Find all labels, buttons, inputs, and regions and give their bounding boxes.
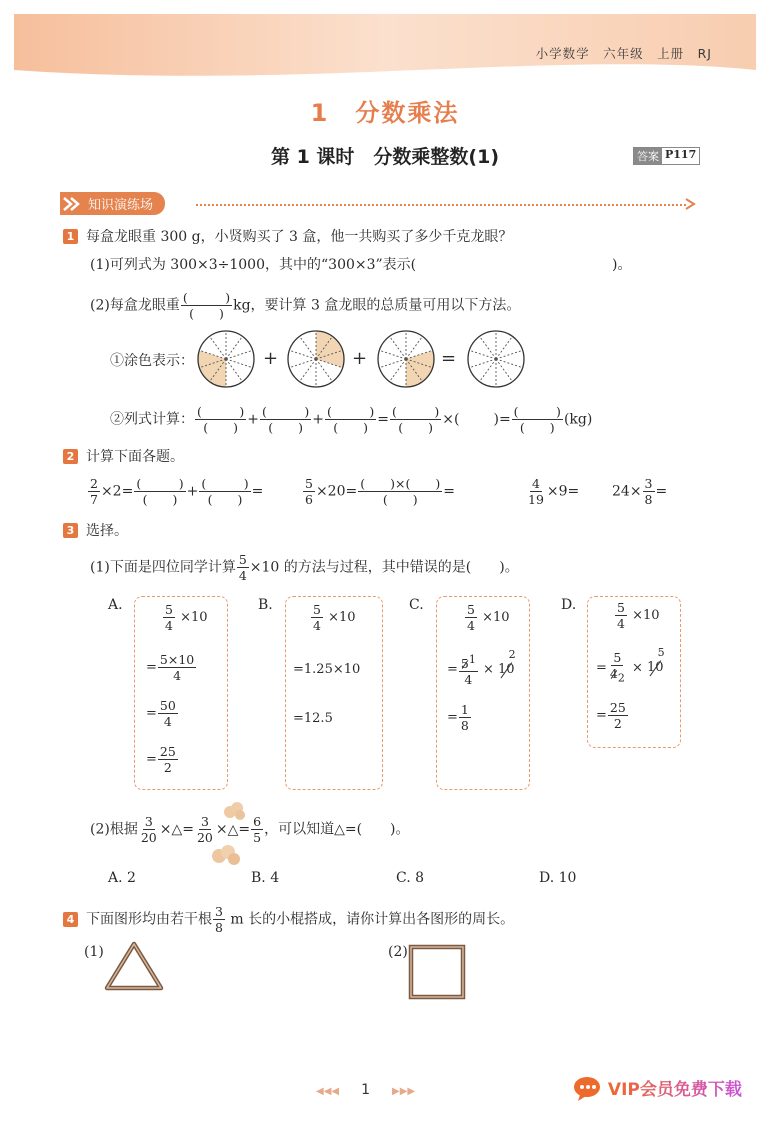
vip-watermark[interactable] <box>572 1075 742 1101</box>
circle-division-line <box>469 350 496 359</box>
triangle-sticks-figure <box>102 940 166 992</box>
q2-blank-1[interactable]: $\frac{( )}{( )}$ <box>136 476 184 507</box>
fraction-circle[interactable] <box>198 331 254 387</box>
circle-division-line <box>390 359 406 382</box>
circle-division-line <box>496 350 523 359</box>
circle-division-line <box>496 359 512 382</box>
q2-expr-3: $\frac{4}{19}$ ×9= <box>528 476 580 507</box>
circle-division-line <box>379 350 406 359</box>
answer-page-number: P117 <box>665 148 697 161</box>
q1-part2: (2)每盒龙眼重 $\frac{( )}{( )}$ kg，要计算 3 盒龙眼的总质量可用以下方法。 <box>90 290 521 321</box>
q1-part2-fraction-blank[interactable]: $\frac{( )}{( )}$ <box>182 290 231 321</box>
prev-arrows-icon: ◀◀◀ <box>316 1086 340 1097</box>
plus-sign-2: + <box>352 348 368 369</box>
q2-blank-2[interactable]: $\frac{( )}{( )}$ <box>201 476 249 507</box>
fraction-circle[interactable] <box>378 331 434 387</box>
option-c-step-1: $\frac{5}{4}$ ×10 <box>467 602 510 633</box>
section-divider <box>196 204 686 206</box>
option-a-step-4: = $\frac{25}{2}$ <box>146 744 176 775</box>
option-b-step-1: $\frac{5}{4}$ ×10 <box>313 602 356 633</box>
q1-shade-label: ①涂色表示： <box>110 353 194 369</box>
q2-expr-4: 24× $\frac{3}{8}$ = <box>612 476 668 507</box>
arrows-icon <box>62 195 84 213</box>
option-c-step-2: = $\frac{5^1}{4}$ × $10^2$ <box>447 647 516 688</box>
next-arrows-icon: ▶▶▶ <box>392 1086 416 1097</box>
circle-division-line <box>480 359 496 382</box>
option-a-label[interactable]: A. <box>108 597 123 613</box>
circle-division-line <box>496 336 512 359</box>
shaded-sector <box>406 350 434 387</box>
q1-calc-row: ②列式计算： $\frac{( )}{( )}$ + $\frac{( )}{( )}$ + $\frac{( )}{( )}$ = $\frac{( )}{( )}$ ×( )= $\frac{( )}{( )}$ (kg) <box>110 404 593 435</box>
chat-bubble-icon <box>572 1075 602 1101</box>
q3-choice-a[interactable]: A. 2 <box>108 870 136 886</box>
q3-number: 3 <box>63 523 78 538</box>
circle-division-line <box>226 359 253 368</box>
page-footer <box>316 1082 415 1098</box>
option-a-step-3: = $\frac{50}{4}$ <box>146 698 176 729</box>
circle-division-line <box>226 350 253 359</box>
figure-1-label: (1) <box>84 944 104 960</box>
circle-division-line <box>300 359 316 382</box>
q3-choice-c[interactable]: C. 8 <box>396 870 425 886</box>
ink-smudge-icon <box>210 842 244 868</box>
option-c-label[interactable]: C. <box>409 597 424 613</box>
square-sticks-figure <box>406 942 468 1002</box>
q3-part2: (2)根据 $\frac{3}{20}$ ×△= $\frac{3}{20}$ ×△ = $\frac{6}{5}$ ，可以知道△=( )。 <box>90 814 410 845</box>
q1-text: 1 每盒龙眼重 300 g，小贤购买了 3 盒，他一共购买了多少千克龙眼？ <box>63 226 512 246</box>
circle-division-line <box>300 336 316 359</box>
page-number: 1 <box>361 1082 370 1098</box>
circle-division-line <box>226 359 242 382</box>
lesson-title: 第 1 课时 分数乘整数(1) <box>270 146 500 168</box>
option-d-step-3: = $\frac{25}{2}$ <box>596 700 626 731</box>
q3-choice-d[interactable]: D. 10 <box>539 870 577 886</box>
q4-text: 4 下面图形均由若干根 $\frac{3}{8}$ m 长的小棍搭成，请你计算出各图形的周长。 <box>63 904 514 935</box>
option-d-step-2: = $\frac{5}{4_2}$ × $10^5$ <box>596 645 665 685</box>
fraction-circle[interactable] <box>288 331 344 387</box>
chapter-title: 1 分数乘法 <box>310 99 460 127</box>
arrow-right-icon <box>684 197 698 211</box>
q2-expr-1: $\frac{2}{7}$ ×2= $\frac{( )}{( )}$ + $\frac{( )}{( )}$ = <box>90 476 264 507</box>
plus-sign-1: + <box>263 348 279 369</box>
answer-tag-label: 答案 <box>634 148 662 164</box>
equals-sign: = <box>441 348 457 369</box>
calc-blank-1[interactable]: $\frac{( )}{( )}$ <box>197 404 245 435</box>
option-d-label[interactable]: D. <box>561 597 577 613</box>
option-c-step-3: = $\frac{1}{8}$ <box>447 702 469 733</box>
q1-part1: (1)可列式为 300×3÷1000，其中的“300×3”表示( <box>90 257 417 273</box>
circle-division-line <box>496 359 523 368</box>
option-d-step-1: $\frac{5}{4}$ ×10 <box>617 600 660 631</box>
circle-division-line <box>469 359 496 368</box>
q1-part1-end: )。 <box>612 257 632 273</box>
circle-division-line <box>289 350 316 359</box>
calc-blank-2[interactable]: $\frac{( )}{( )}$ <box>262 404 310 435</box>
option-a-step-2: = $\frac{5\times 10}{4}$ <box>146 652 195 683</box>
q2-number: 2 <box>63 449 78 464</box>
circle-division-line <box>226 336 242 359</box>
fraction-circle[interactable] <box>468 331 524 387</box>
q2-blank-3[interactable]: $\frac{( )\times( )}{( )}$ <box>360 476 441 507</box>
q3-choice-b[interactable]: B. 4 <box>251 870 280 886</box>
calc-blank-4[interactable]: $\frac{( )}{( )}$ <box>392 404 440 435</box>
option-b-label[interactable]: B. <box>258 597 273 613</box>
q2-text: 2 计算下面各题。 <box>63 446 184 466</box>
shaded-sector <box>316 331 344 368</box>
q2-expr-2: $\frac{5}{6}$ ×20= $\frac{( )\times( )}{( )}$ = <box>305 476 455 507</box>
shaded-sector <box>198 350 226 387</box>
section-label: 知识演练场 <box>60 192 165 215</box>
q1-number: 1 <box>63 229 78 244</box>
option-a-step-1: $\frac{5}{4}$ ×10 <box>165 602 208 633</box>
watermark-text: VIP会员免费下载 <box>607 1080 742 1100</box>
calc-blank-5[interactable]: $\frac{( )}{( )}$ <box>513 404 561 435</box>
calc-blank-3[interactable]: $\frac{( )}{( )}$ <box>327 404 375 435</box>
q4-number: 4 <box>63 912 78 927</box>
circle-division-line <box>379 359 406 368</box>
option-b-step-2: =1.25×10 <box>293 662 361 677</box>
answer-page-tag[interactable] <box>633 147 700 165</box>
covered-triangle: △ <box>228 822 239 838</box>
q3-text: 3 选择。 <box>63 520 128 540</box>
option-b-step-3: =12.5 <box>293 711 333 726</box>
ink-smudge-icon <box>222 800 248 822</box>
circle-division-line <box>480 336 496 359</box>
circle-division-line <box>289 359 316 368</box>
circle-division-line <box>390 336 406 359</box>
header-label: 小学数学 六年级 上册 RJ <box>535 46 712 61</box>
figure-2-label: (2) <box>388 944 408 960</box>
q3-part1: (1)下面是四位同学计算 $\frac{5}{4}$ ×10 的方法与过程，其中错误的是( )。 <box>90 552 519 583</box>
